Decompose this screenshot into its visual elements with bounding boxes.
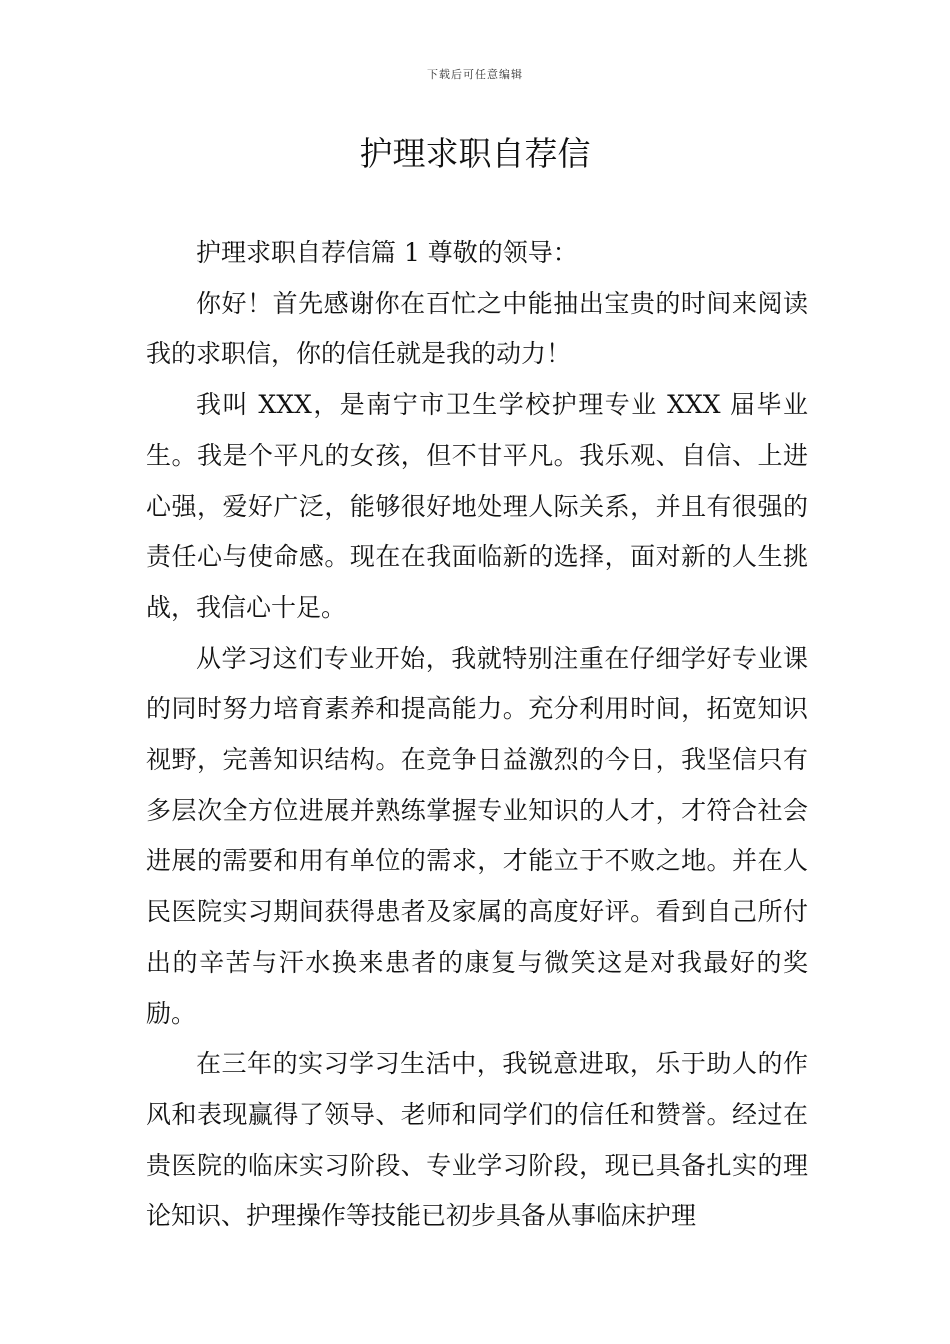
header-note: 下载后可任意编辑	[427, 68, 523, 81]
letter-body	[146, 228, 808, 1242]
paragraph-salutation: 护理求职自荐信篇 1 尊敬的领导：	[196, 238, 578, 267]
paragraph-greeting: 你好！首先感谢你在百忙之中能抽出宝贵的时间来阅读我的求职信，你的信任就是我的动力！	[146, 288, 808, 369]
document-title: 护理求职自荐信	[359, 134, 591, 173]
paragraph-introduction: 我叫 XXX，是南宁市卫生学校护理专业 XXX 届毕业生。我是个平凡的女孩，但不甘平凡。我乐观、自信、上进心强，爱好广泛，能够很好地处理人际关系，并且有很强的责任心与使命感。现在在我面临新的选择，面对新的人生挑战，我信心十足。	[146, 390, 808, 622]
paragraph-study: 从学习这们专业开始，我就特别注重在仔细学好专业课的同时努力培育素养和提高能力。充分利用时间，拓宽知识视野，完善知识结构。在竞争日益激烈的今日，我坚信只有多层次全方位进展并熟练掌握专业知识的人才，才符合社会进展的需要和用有单位的需求，才能立于不败之地。并在人民医院实习期间获得患者及家属的高度好评。看到自己所付出的辛苦与汗水换来患者的康复与微笑这是对我最好的奖励。	[146, 643, 808, 1028]
paragraph-internship: 在三年的实习学习生活中，我锐意进取，乐于助人的作风和表现赢得了领导、老师和同学们的信任和赞誉。经过在贵医院的临床实习阶段、专业学习阶段，现已具备扎实的理论知识、护理操作等技能已初步具备从事临床护理	[146, 1049, 808, 1231]
